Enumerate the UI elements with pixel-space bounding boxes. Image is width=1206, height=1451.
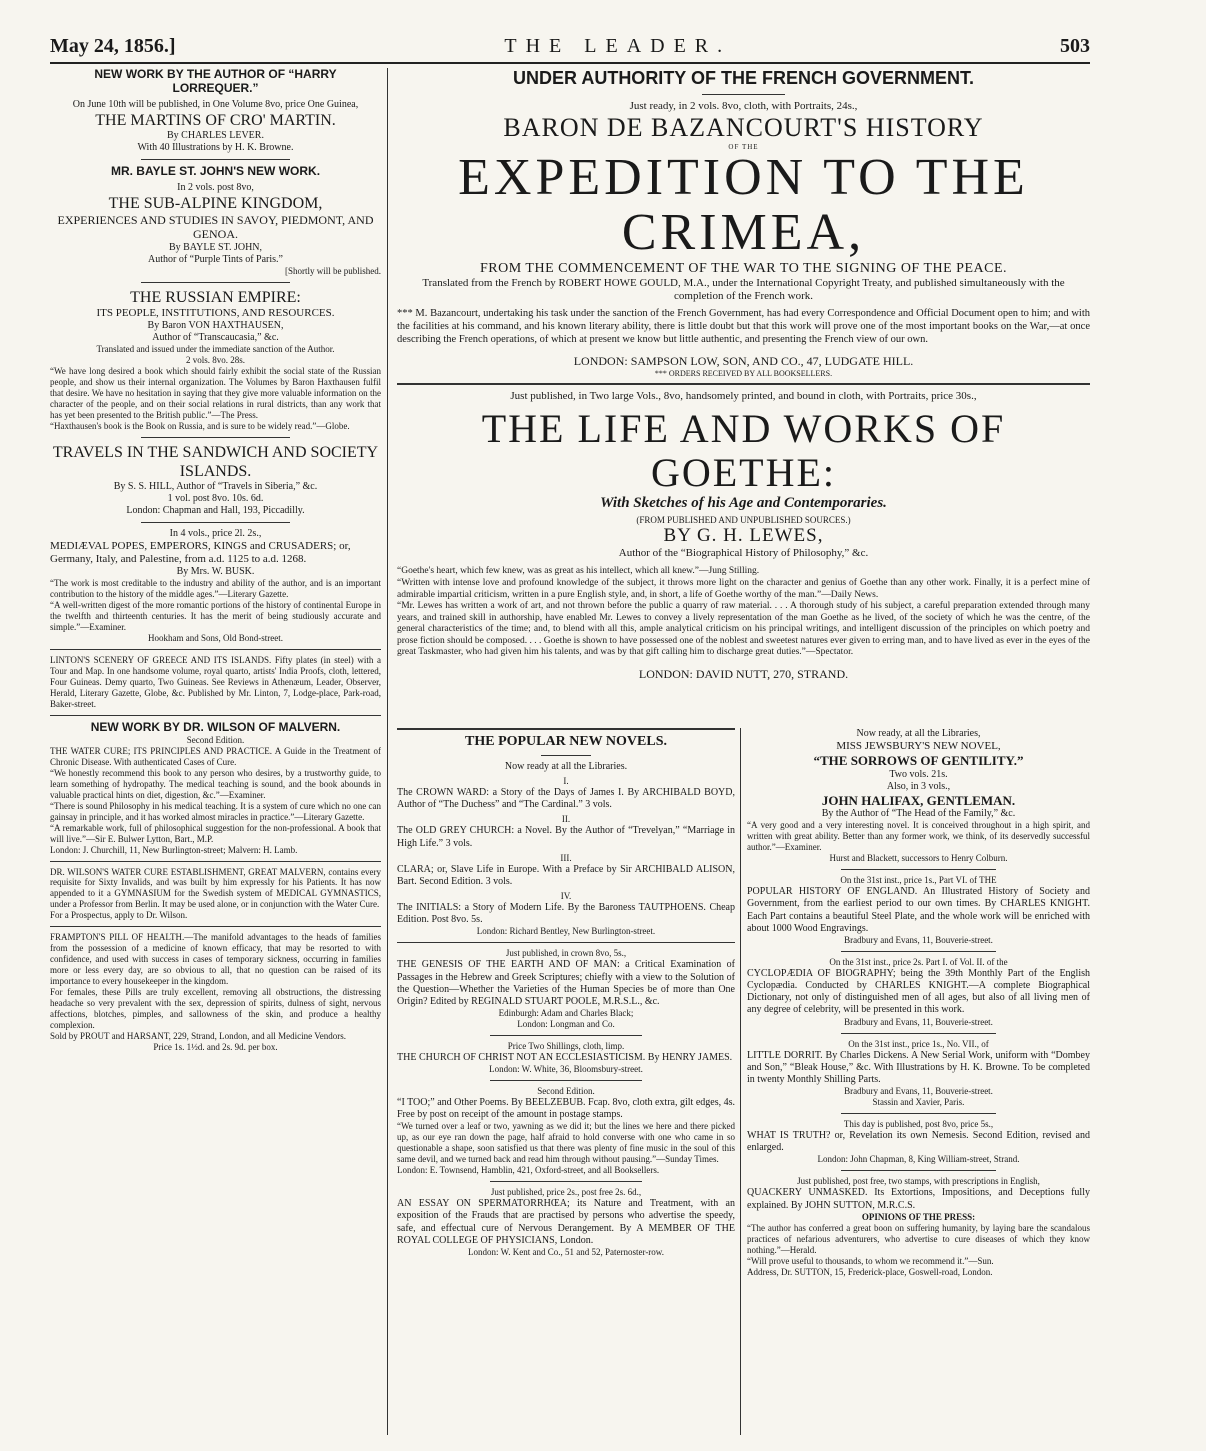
- ad-what-is-truth: [747, 1119, 1090, 1165]
- ad-subtitle: ITS PEOPLE, INSTITUTIONS, AND RESOURCES.: [96, 306, 335, 319]
- ad-translation: Translated and issued under the immediate sanction of the Author.: [96, 343, 335, 354]
- ad-medieval-popes: [50, 528, 381, 644]
- ad-jewsbury: [747, 728, 1090, 864]
- divider: [841, 1113, 995, 1114]
- ad-publisher: London: Chapman and Hall, 193, Piccadilly.: [126, 505, 305, 517]
- ad-text: THE GENESIS OF THE EARTH AND OF MAN: a Critical Examination of Passages in the Hebrew and Greek Scriptures; chiefly with a view to the Solution of the Question—Whether the Varieties of the Human Species be of more than One Origin? Edited by REGINALD STUART POOLE, M.R.S.L., &c.: [397, 959, 735, 1007]
- divider: [141, 159, 290, 160]
- ad-history-england: [747, 875, 1090, 946]
- column-right: [747, 728, 1090, 1435]
- ad-quote: “The author has conferred a great boon on suffering humanity, by laying bare the scandalous practices of nefarious adventurers, who advertise to cure diseases of which they know nothing.”—Herald.: [747, 1222, 1090, 1255]
- ad-publisher: London: John Chapman, 8, King William-street, Strand.: [817, 1154, 1020, 1165]
- ad-ready: Just published, in Two large Vols., 8vo, handsomely printed, and bound in cloth, with Portraits, price 30s.,: [510, 390, 977, 403]
- ad-publisher: Bradbury and Evans, 11, Bouverie-street.: [844, 1016, 993, 1027]
- divider: [841, 869, 995, 870]
- ad-author-note: Author of “Purple Tints of Paris.”: [148, 253, 283, 265]
- divider: [50, 861, 381, 862]
- novel-item: CLARA; or, Slave Life in Europe. With a Preface by Sir ARCHIBALD ALISON, Bart. Second Edition. 3 vols.: [397, 863, 735, 887]
- ad-author: By the Author of “The Head of the Family,” &c.: [821, 808, 1016, 820]
- ad-quote: “There is sound Philosophy in his medical teaching. It is a system of cure which no one can gainsay in principle, and it has worked almost miracles in practice.”—Literary Gazette.: [50, 800, 381, 822]
- paper-title: THE LEADER.: [504, 35, 732, 57]
- novel-item: The OLD GREY CHURCH: a Novel. By the Author of “Trevelyan,” “Marriage in High Life.” 3 vols.: [397, 825, 735, 849]
- newspaper-page: [50, 30, 1090, 1435]
- ad-illustrations: With 40 Illustrations by H. K. Browne.: [137, 141, 294, 153]
- novel-item: The INITIALS: a Story of Modern Life. By the Baroness TAUTPHOENS. Cheap Edition. Post 8vo. 5s.: [397, 902, 735, 926]
- ad-subtitle: FROM THE COMMENCEMENT OF THE WAR TO THE SIGNING OF THE PEACE.: [479, 260, 1008, 276]
- ad-sub-alpine: [50, 165, 381, 277]
- ad-ready: Now ready, at all the Libraries,: [856, 728, 981, 739]
- ad-quote: “A very good and a very interesting novel. It is conceived throughout in a high spirit, and written with great ability. Better than any former work, we think, of its deservedly successful author.”—Examiner.: [747, 820, 1090, 853]
- ad-ready: Now ready at all the Libraries.: [504, 761, 628, 772]
- ad-author: By BAYLE ST. JOHN,: [168, 241, 263, 253]
- ad-little-dorrit: [747, 1039, 1090, 1108]
- ad-quote: “Mr. Lewes has written a work of art, and not thrown before the public a quarry of raw material. . . . A thorough study of his subject, a careful preparation extended through many years, and trained skill in authorship, have enabled Mr. Lewes to convey a lively representation of the man Goethe as he lived, of the society of which he was the centre, of the general characteristics of the time; and, to blend with all this, ample analytical criticism on his principal writings, and intelligent discussion of the principles on which poetry and prose fiction should be composed. . . . Goethe is shown to have possessed one of the noblest and sweetest natures ever given to erring man, and to have lived as ever in the eyes of the great Taskmaster, who had given him his talents, and was by that gift calling him to discharge great duties.”—Spectator.: [397, 601, 1090, 658]
- ad-note: On the 31st inst., price 1s., No. VII., of: [848, 1038, 989, 1049]
- ad-goethe: [397, 390, 1090, 681]
- ad-quote: “Will prove useful to thousands, to whom we recommend it.”—Sun.: [747, 1255, 994, 1266]
- ad-note: Just published, post free, two stamps, with prescriptions in English,: [797, 1176, 1040, 1187]
- ad-essay: [397, 1187, 735, 1258]
- ad-apply: For a Prospectus, apply to Dr. Wilson.: [50, 910, 188, 921]
- ad-note: This day is published, post 8vo, price 5s.,: [843, 1119, 994, 1130]
- ad-title: “THE SORROWS OF GENTILITY.”: [813, 753, 1024, 769]
- column-left: [50, 68, 388, 1435]
- ad-shortly: [Shortly will be published.: [285, 265, 381, 276]
- ad-address: Address, Dr. SUTTON, 15, Frederick-place, Goswell-road, London.: [747, 1266, 993, 1277]
- ad-publisher: Stassin and Xavier, Paris.: [872, 1097, 965, 1108]
- ad-text: LITTLE DORRIT. By Charles Dickens. A New Serial Work, uniform with “Dombey and Son,” “Bleak House,” &c. With Illustrations by H. K. Browne. To be completed in twenty Monthly Shilling Parts.: [747, 1049, 1090, 1085]
- ad-text: DR. WILSON'S WATER CURE ESTABLISHMENT, GREAT MALVERN, contains every requisite for Sixty Invalids, and was built by him expressly for his Patients. It has now appended to it a GYMNASIUM for the Swedish system of MEDICAL GYMNASTICS, under a Professor from Berlin. It may be used alone, or in conjunction with the Water Cure.: [50, 866, 381, 910]
- ad-text: WHAT IS TRUTH? or, Revelation its own Nemesis. Second Edition, revised and enlarged.: [747, 1130, 1090, 1154]
- ad-publisher: LONDON: SAMPSON LOW, SON, AND CO., 47, LUDGATE HILL.: [573, 354, 914, 369]
- divider: [141, 282, 290, 283]
- novel-item: The CROWN WARD: a Story of the Days of James I. By ARCHIBALD BOYD, Author of “The Duchess” and “The Cardinal.” 3 vols.: [397, 786, 735, 811]
- ad-title-main: THE LIFE AND WORKS OF GOETHE:: [481, 405, 1006, 495]
- ad-opinions-heading: OPINIONS OF THE PRESS:: [861, 1211, 976, 1222]
- divider: [141, 437, 290, 438]
- divider: [490, 1080, 642, 1081]
- ad-text: QUACKERY UNMASKED. Its Extortions, Impositions, and Deceptions fully explained. By JOHN SUTTON, M.R.C.S.: [747, 1187, 1090, 1211]
- ad-price: 2 vols. 8vo. 28s.: [185, 354, 245, 365]
- ad-text: FRAMPTON'S PILL OF HEALTH.—The manifold advantages to the heads of families from the possession of a medicine of known efficacy, that may be resorted to with confidence, and used with success in cases of temporary sickness, occurring in families more or less every day, are so obvious to all, that no question can be raised of its importance to every housekeeper in the kingdom.: [50, 932, 381, 987]
- ad-price: In 4 vols., price 2l. 2s.,: [169, 528, 262, 540]
- ad-heading: THE POPULAR NEW NOVELS.: [465, 734, 667, 749]
- ad-vols: In 2 vols. post 8vo,: [177, 181, 254, 193]
- ad-also: Also, in 3 vols.,: [886, 780, 951, 792]
- ad-title: JOHN HALIFAX, GENTLEMAN.: [821, 792, 1016, 808]
- ad-heading: NEW WORK BY DR. WILSON OF MALVERN.: [90, 720, 341, 735]
- ad-wilson-establishment: [50, 867, 381, 922]
- ad-text: “I TOO;” and Other Poems. By BEELZEBUB. Fcap. 8vo, cloth extra, gilt edges, 4s. Free by post on receipt of the amount in postage stamps.: [397, 1097, 735, 1121]
- ad-title: TRAVELS IN THE SANDWICH AND SOCIETY ISLANDS.: [52, 443, 379, 480]
- ad-price: Price Two Shillings, cloth, limp.: [507, 1041, 625, 1051]
- ad-publisher: London: J. Churchill, 11, New Burlington-street; Malvern: H. Lamb.: [50, 844, 298, 855]
- ad-cyclopaedia: [747, 957, 1090, 1028]
- divider: [50, 715, 381, 716]
- ad-quote: “Written with intense love and profound knowledge of the subject, it throws more light on the character and genius of Goethe than any other work. Finally, it is a perfect mine of admirable impartial criticism, written in a pure English style, and, in short, a life of Goethe worthy of the man.”—Daily News.: [397, 578, 1090, 600]
- issue-date: May 24, 1856.]: [50, 35, 176, 57]
- ad-linton: LINTON'S SCENERY OF GREECE AND ITS ISLANDS. Fifty plates (in steel) with a Tour and Map. In one handsome volume, royal quarto, artists' India Proofs, cloth, lettered, Four Guineas. Demy quarto, Two Guineas. See Reviews in Athenæum, Leader, Observer, Herald, Literary Gazette, Globe, &c. Published by Mr. Linton, 7, Lodge-place, Park-road, Baker-street.: [50, 655, 381, 710]
- ad-title: THE RUSSIAN EMPIRE:: [130, 288, 301, 306]
- ad-quote: “A remarkable work, full of philosophical suggestion for the non-professional. A book that will live.”—Sir E. Bulwer Lytton, Bart., M.P.: [50, 822, 381, 844]
- ad-edition: Second Edition.: [186, 734, 245, 745]
- ad-title: MEDIÆVAL POPES, EMPERORS, KINGS and CRUSADERS; or, Germany, Italy, and Palestine, from a.d. 1125 to a.d. 1268.: [50, 540, 351, 566]
- ad-publisher: Bradbury and Evans, 11, Bouverie-street.: [844, 934, 993, 945]
- ad-ready: Just ready, in 2 vols. 8vo, cloth, with Portraits, 24s.,: [629, 100, 858, 112]
- ad-publisher: Hookham and Sons, Old Bond-street.: [148, 633, 283, 644]
- ad-price: Price 1s. 1½d. and 2s. 9d. per box.: [153, 1042, 278, 1053]
- item-number: I.: [563, 776, 569, 786]
- divider: [490, 1181, 642, 1182]
- ad-heading: NEW WORK BY THE AUTHOR OF “HARRY LORREQUER.”: [94, 68, 337, 95]
- item-number: III.: [560, 852, 572, 863]
- ad-sandwich-islands: [50, 443, 381, 517]
- ad-title: THE SUB-ALPINE KINGDOM,: [108, 194, 323, 212]
- ad-popular-novels: [397, 728, 735, 937]
- masthead: [50, 30, 1090, 64]
- divider: [490, 1035, 642, 1036]
- ad-water-cure: [50, 721, 381, 855]
- ad-russian-empire: [50, 288, 381, 432]
- ad-text: For females, these Pills are truly excellent, removing all obstructions, the distressing headache so very prevalent with the sex, depression of spirits, dulness of sight, nervous affections, blotches, pimples, and sallowness of the skin, and produce a healthy complexion.: [50, 987, 381, 1031]
- ad-author: By S. S. HILL, Author of “Travels in Siberia,” &c.: [113, 481, 318, 493]
- ad-author-note: Author of the “Biographical History of Philosophy,” &c.: [618, 547, 869, 560]
- ad-text: THE WATER CURE; ITS PRINCIPLES AND PRACTICE. A Guide in the Treatment of Chronic Disease. With authenticated Cases of Cure.: [50, 745, 381, 767]
- ad-quote: “We have long desired a book which should fairly exhibit the social state of the Russian people, and show us their internal organization. The Volumes by Baron Haxthausen fulfil that desire. We have no hesitation in saying that they give more valuable information on the character of the people, and on their social relations in rural districts, than any work that has yet been presented to the British public.”—The Press.: [50, 365, 381, 420]
- ad-publisher: London: E. Townsend, Hamblin, 421, Oxford-street, and all Booksellers.: [397, 1165, 660, 1176]
- column-top-wide: [397, 68, 1090, 723]
- ad-translation: Translated from the French by ROBERT HOWE GOULD, M.A., under the International Copyright Treaty, and published simultaneously with the completion of the French work.: [422, 276, 1065, 302]
- ad-genesis: [397, 948, 735, 1030]
- ad-title-main: EXPEDITION TO THE CRIMEA,: [458, 149, 1029, 262]
- ad-author: By Baron VON HAXTHAUSEN,: [147, 319, 284, 331]
- ad-note: On the 31st inst., price 2s. Part I. of Vol. II. of the: [829, 956, 1008, 967]
- ad-quote: “We turned over a leaf or two, yawning as we did it; but the lines we here and there picked up, as our eye ran down the page, half afraid to hold converse with one who came in so questionable a shape, soon satisfied us that there was plenty of fine music in the soul of this same devil, and we turned back and read him through without pausing.”—Sunday Times.: [397, 1121, 735, 1165]
- ad-church: [397, 1041, 735, 1075]
- ad-frampton: [50, 932, 381, 1053]
- ad-text: POPULAR HISTORY OF ENGLAND. An Illustrated History of Society and Government, from the earliest period to our own times. By CHARLES KNIGHT. Each Part contains a beautiful Steel Plate, and the whole work will be enriched with about 1000 Wood Engravings.: [747, 886, 1090, 934]
- ad-heading: MR. BAYLE ST. JOHN'S NEW WORK.: [110, 163, 321, 178]
- ad-author: By CHARLES LEVER.: [167, 129, 264, 141]
- ad-price: 1 vol. post 8vo. 10s. 6d.: [167, 493, 264, 505]
- ad-publisher: Hurst and Blackett, successors to Henry Colburn.: [829, 853, 1008, 864]
- ad-publisher: Bradbury and Evans, 11, Bouverie-street.: [844, 1086, 993, 1097]
- divider: [541, 755, 592, 756]
- ad-publisher: London: W. Kent and Co., 51 and 52, Paternoster-row.: [468, 1247, 664, 1258]
- ad-edition: Second Edition.: [537, 1086, 595, 1097]
- ad-quackery: [747, 1176, 1090, 1277]
- ad-quote: “Haxthausen's book is the Book on Russia, and is sure to be widely read.”—Globe.: [50, 420, 350, 431]
- ad-price: Just published, price 2s., post free 2s. 6d.,: [490, 1187, 642, 1198]
- ad-author: BY G. H. LEWES,: [663, 525, 824, 547]
- ad-author: MISS JEWSBURY'S NEW NOVEL,: [836, 740, 1001, 752]
- ad-quote: “Goethe's heart, which few knew, was as great as his intellect, which all knew.”—Jung Stilling.: [397, 566, 760, 577]
- ad-note: *** M. Bazancourt, undertaking his task under the sanction of the French Government, has had every Correspondence and Official Document open to him; and with the facilities at his command, and his known literary ability, there is little doubt but that this work will prove one of the most important books on the War,—at once describing the French operations, of which at present we know but little authentic, and presenting the French view of our own.: [397, 308, 1090, 345]
- ad-publisher: London: W. White, 36, Bloomsbury-street.: [489, 1064, 643, 1075]
- ad-note: On June 10th will be published, in One Volume 8vo, price One Guinea,: [72, 98, 359, 110]
- divider: [397, 383, 1090, 385]
- ad-publisher: London: Richard Bentley, New Burlington-street.: [476, 926, 656, 937]
- ad-crimea: [397, 68, 1090, 378]
- ad-i-too: [397, 1086, 735, 1176]
- ad-quote: “A well-written digest of the more romantic portions of the history of continental Europe in the twelfth and thirteenth centuries. It has the merit of being studiously accurate and simple.”—Examiner.: [50, 600, 381, 633]
- divider: [841, 1170, 995, 1171]
- ad-vols: Two vols. 21s.: [889, 768, 948, 780]
- ad-author: By Mrs. W. BUSK.: [176, 566, 255, 578]
- ad-title: BARON DE BAZANCOURT'S HISTORY: [503, 113, 984, 143]
- ad-heading: UNDER AUTHORITY OF THE FRENCH GOVERNMENT.: [512, 68, 974, 88]
- ad-ready: Just published, in crown 8vo, 5s.,: [505, 948, 627, 959]
- ad-publisher: Edinburgh: Adam and Charles Black;: [498, 1008, 634, 1019]
- divider: [50, 649, 381, 650]
- divider: [141, 522, 290, 523]
- ad-publisher: London: Longman and Co.: [517, 1019, 615, 1030]
- ad-text: CYCLOPÆDIA OF BIOGRAPHY; being the 39th Monthly Part of the English Cyclopædia. Conducted by CHARLES KNIGHT.—A complete Biographical Dictionary, not only of distinguished men of all ages, but also of all living men of any degree of celebrity, will be presented in this work.: [747, 967, 1090, 1016]
- column-center: [397, 728, 741, 1435]
- page-number: 503: [1060, 35, 1090, 57]
- ad-subtitle: EXPERIENCES AND STUDIES IN SAVOY, PIEDMONT, AND GENOA.: [57, 212, 374, 242]
- divider: [50, 926, 381, 927]
- ad-subtitle: With Sketches of his Age and Contemporaries.: [600, 494, 887, 511]
- ad-publisher: LONDON: DAVID NUTT, 270, STRAND.: [638, 667, 849, 682]
- ad-author-note: Author of “Transcaucasia,” &c.: [152, 331, 279, 343]
- ad-of-the: OF THE: [728, 143, 759, 152]
- ad-quote: “We honestly recommend this book to any person who desires, by a trustworthy guide, to learn something of hydropathy. The medical teaching is sound, and the book abounds in valuable practical hints on diet, digestion, &c.”—Examiner.: [50, 767, 381, 800]
- divider: [397, 942, 735, 943]
- ad-martins: [50, 68, 381, 154]
- item-number: IV.: [560, 891, 572, 902]
- item-number: II.: [561, 814, 571, 825]
- ad-sources: (FROM PUBLISHED AND UNPUBLISHED SOURCES.): [636, 514, 851, 525]
- ad-seller: Sold by PROUT and HARSANT, 229, Strand, London, and all Medicine Vendors.: [50, 1031, 346, 1042]
- ad-orders: *** ORDERS RECEIVED BY ALL BOOKSELLERS.: [654, 368, 833, 378]
- ad-title: THE MARTINS OF CRO' MARTIN.: [95, 111, 336, 129]
- divider: [841, 1033, 995, 1034]
- ad-quote: “The work is most creditable to the industry and ability of the author, and is an important contribution to the history of the middle ages.”—Literary Gazette.: [50, 578, 381, 600]
- ad-text: THE CHURCH OF CHRIST NOT AN ECCLESIASTICISM. By HENRY JAMES.: [397, 1051, 733, 1063]
- ad-note: On the 31st inst., price 1s., Part VI. of THE: [840, 875, 997, 886]
- divider: [702, 94, 785, 95]
- divider: [841, 951, 995, 952]
- ad-text: AN ESSAY ON SPERMATORRHŒA; its Nature and Treatment, with an exposition of the Frauds that are practised by persons who advertise the speedy, safe, and effectual cure of Nervous Derangement. By A MEMBER OF THE ROYAL COLLEGE OF PHYSICIANS, London.: [397, 1198, 735, 1246]
